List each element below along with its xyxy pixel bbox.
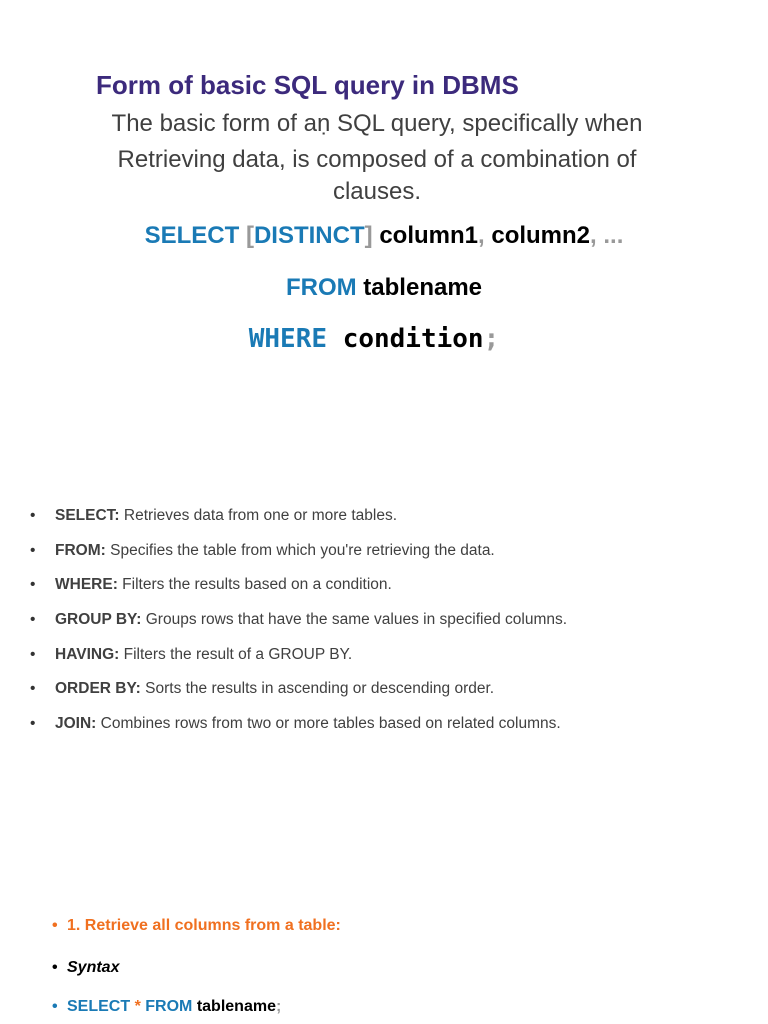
bullet-icon: • [52, 959, 58, 976]
bullet-icon: • [30, 611, 36, 629]
example-code-line [52, 998, 281, 1016]
clause-term: JOIN: [55, 715, 97, 733]
ellipsis: , ... [590, 222, 624, 249]
bullet-icon: • [52, 917, 58, 934]
example-heading-text: 1. Retrieve all columns from a table: [67, 917, 341, 934]
clause-term: WHERE: [55, 576, 118, 594]
intro-paragraph [64, 106, 690, 206]
clause-description: Filters the result of a GROUP BY. [123, 645, 353, 663]
clause-description: Filters the results based on a condition. [122, 576, 392, 594]
bullet-icon: • [30, 541, 36, 559]
list-item [30, 611, 567, 646]
clause-term: GROUP BY: [55, 611, 142, 629]
clause-term: FROM: [55, 541, 106, 559]
from-keyword: FROM [145, 998, 193, 1015]
bullet-icon: • [30, 680, 36, 698]
comma: , [478, 222, 485, 249]
clause-description: Retrieves data from one or more tables. [123, 507, 398, 524]
clause-description: Sorts the results in ascending or descending order. [145, 680, 495, 698]
list-item [30, 507, 567, 542]
clause-term: SELECT: [55, 507, 120, 524]
where-keyword: WHERE [248, 324, 328, 354]
bullet-icon: • [30, 715, 36, 733]
select-keyword: SELECT [67, 998, 131, 1015]
bullet-icon: • [30, 645, 36, 663]
clause-description: Groups rows that have the same values in specified columns. [145, 611, 568, 629]
bullet-icon: • [52, 998, 58, 1015]
bullet-icon: • [30, 507, 36, 524]
syntax-label [52, 959, 119, 977]
bracket-open: [ [245, 222, 254, 249]
table-identifier: tablename [196, 998, 276, 1015]
clause-description: Combines rows from two or more tables based on related columns. [100, 715, 561, 733]
clause-definition-list [30, 507, 567, 750]
list-item [30, 576, 567, 611]
bullet-icon: • [30, 576, 36, 594]
intro-line: The basic form of aṇ SQL query, specifically when [111, 110, 643, 137]
star-wildcard: * [134, 998, 141, 1015]
list-item [30, 715, 567, 750]
semicolon: ; [483, 324, 500, 354]
list-item [30, 542, 567, 577]
syntax-select-line [0, 222, 768, 250]
condition-identifier: condition [342, 324, 484, 354]
bracket-close: ] [364, 222, 373, 249]
slide-title: Form of basic SQL query in DBMS [96, 70, 519, 100]
syntax-where-line [0, 324, 758, 354]
clause-description: Specifies the table from which you're retrieving the data. [110, 541, 495, 559]
semicolon: ; [275, 998, 282, 1015]
clause-term: ORDER BY: [55, 680, 141, 698]
distinct-keyword: DISTINCT [253, 222, 365, 249]
list-item [30, 646, 567, 681]
example-heading [52, 917, 341, 935]
intro-line: clauses. [332, 178, 422, 205]
syntax-label-text: Syntax [67, 959, 120, 976]
clause-term: HAVING: [55, 645, 120, 663]
column2-identifier: column2 [491, 222, 591, 249]
list-item [30, 680, 567, 715]
column1-identifier: column1 [379, 222, 478, 249]
from-keyword: FROM [285, 274, 357, 301]
select-keyword: SELECT [144, 222, 240, 249]
table-identifier: tablename [363, 274, 483, 301]
intro-line: Retrieving data, is composed of a combination of [117, 146, 637, 173]
syntax-from-line [0, 274, 768, 302]
